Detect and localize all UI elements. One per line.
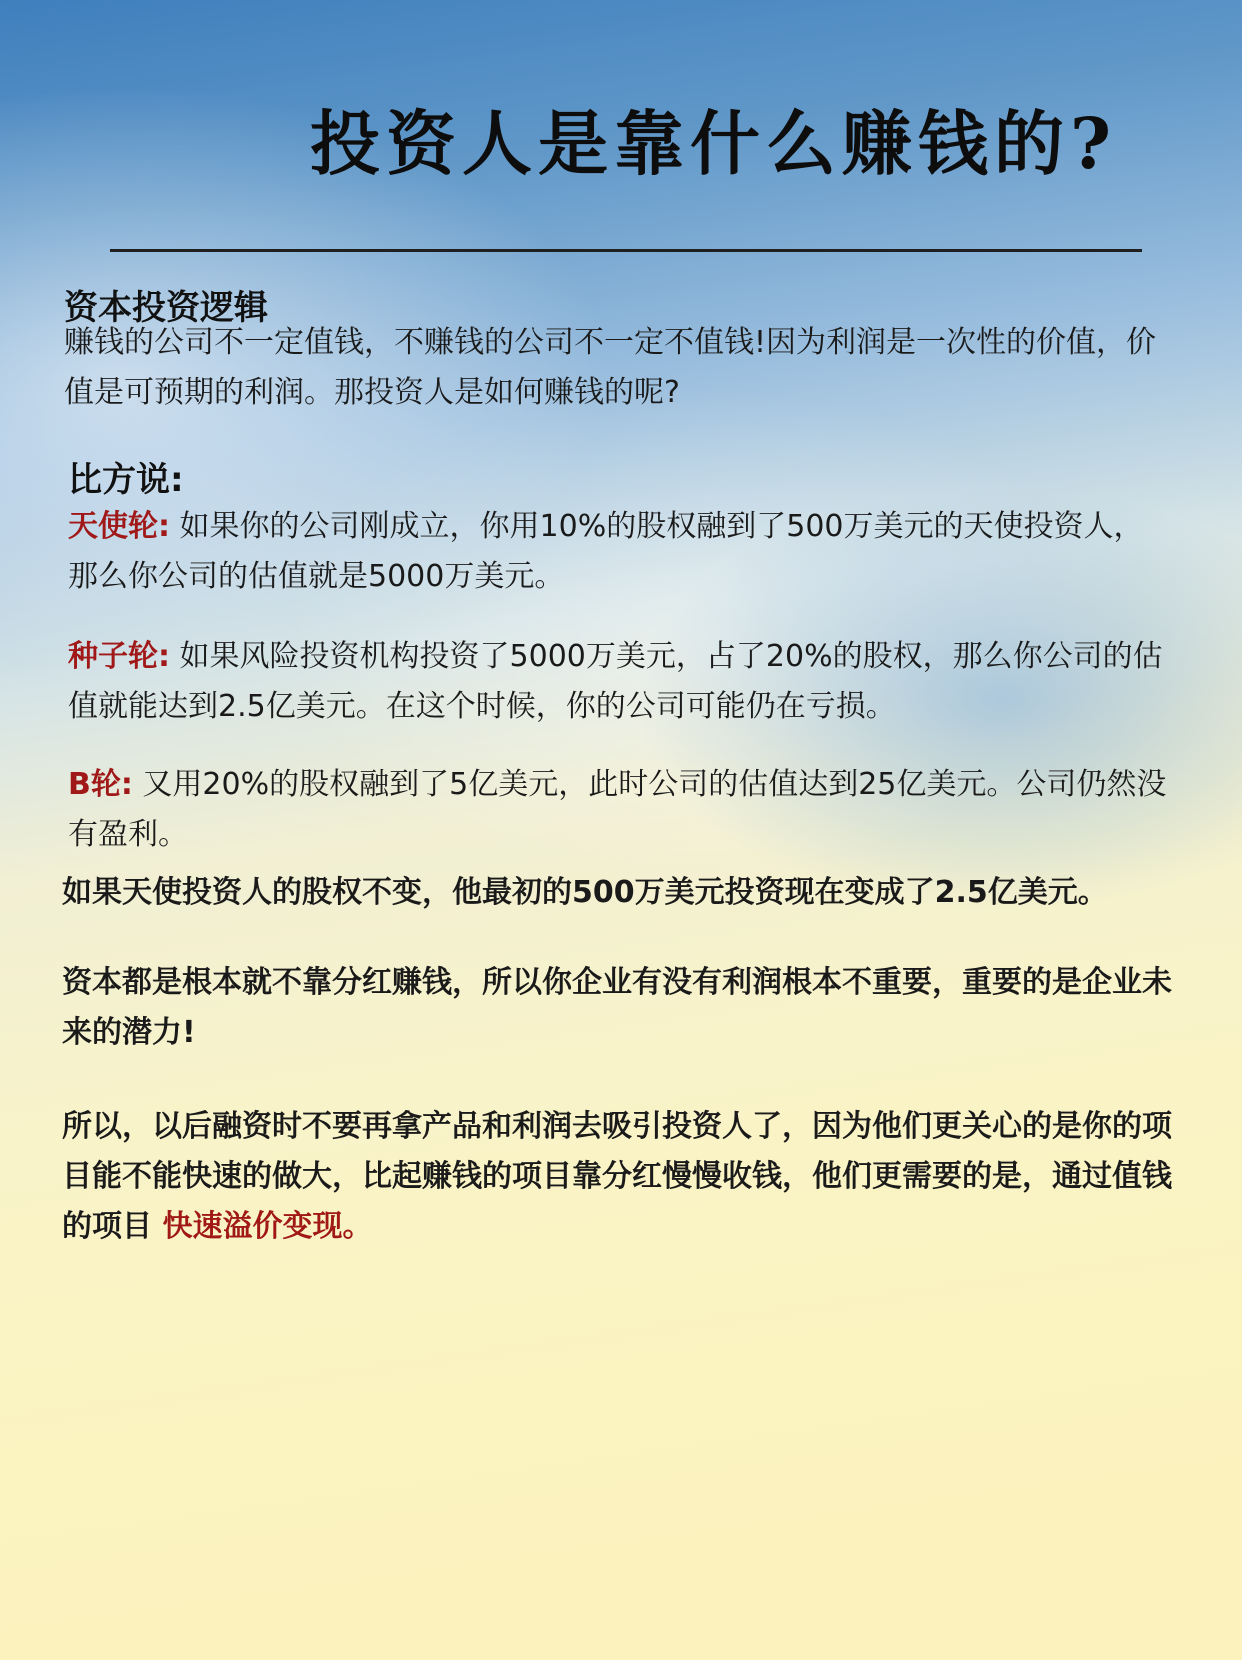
intro-paragraph: 赚钱的公司不一定值钱，不赚钱的公司不一定不值钱!因为利润是一次性的价值，价值是可预期的利润。那投资人是如何赚钱的呢? [64, 325, 1157, 410]
summary-paragraph-2: 资本都是根本就不靠分红赚钱，所以你企业有没有利润根本不重要，重要的是企业未来的潜力! [62, 965, 1172, 1050]
conclusion-highlight: 快速溢价变现。 [162, 1209, 373, 1244]
conclusion-paragraph [62, 1102, 1172, 1252]
example-heading: 比方说: [68, 460, 184, 500]
round-angel-text: 如果你的公司刚成立，你用10%的股权融到了500万美元的天使投资人，那么你公司的估值就是5000万美元。 [68, 509, 1144, 594]
round-b-label: B轮: [68, 767, 133, 802]
conclusion-text: 所以，以后融资时不要再拿产品和利润去吸引投资人了，因为他们更关心的是你的项目能不能快速的做大，比起赚钱的项目靠分红慢慢收钱，他们更需要的是，通过值钱的项目 [62, 1109, 1172, 1244]
title-divider [110, 249, 1142, 252]
round-angel [68, 502, 1168, 602]
section-heading: 资本投资逻辑 [64, 288, 268, 328]
round-seed-text: 如果风险投资机构投资了5000万美元，占了20%的股权，那么你公司的估值就能达到2.5亿美元。在这个时候，你的公司可能仍在亏损。 [68, 639, 1163, 724]
summary-paragraph-1: 如果天使投资人的股权不变，他最初的500万美元投资现在变成了2.5亿美元。 [62, 875, 1108, 910]
round-angel-label: 天使轮: [68, 509, 170, 544]
page-title: 投资人是靠什么赚钱的? [310, 102, 1118, 185]
round-b [68, 760, 1168, 860]
round-seed-label: 种子轮: [68, 639, 170, 674]
round-seed [68, 632, 1168, 732]
round-b-text: 又用20%的股权融到了5亿美元，此时公司的估值达到25亿美元。公司仍然没有盈利。 [68, 767, 1167, 852]
